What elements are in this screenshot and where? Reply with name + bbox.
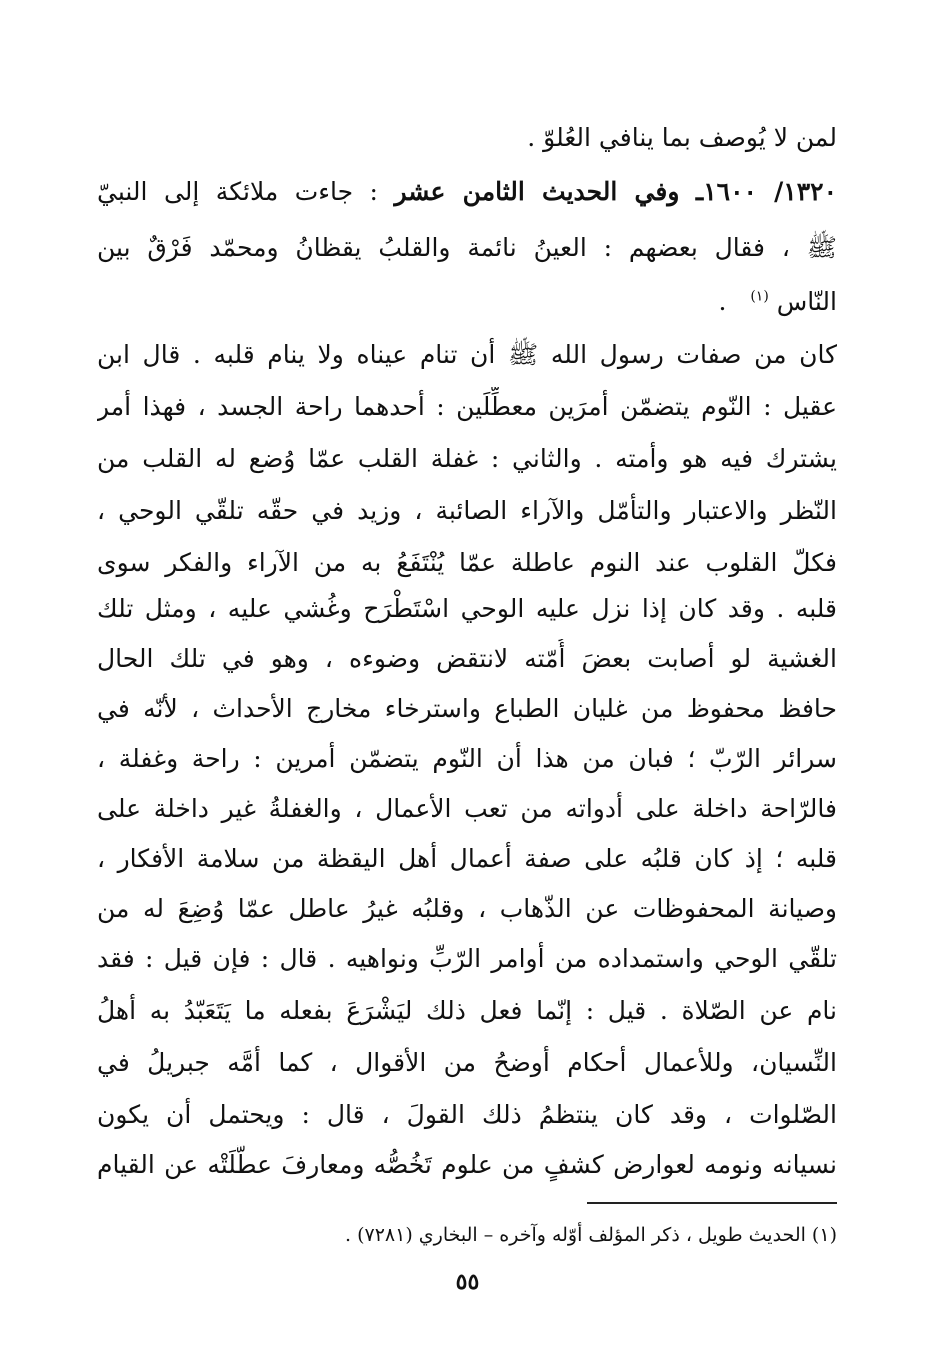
commentary-line: يشترك فيه هو وأمته . والثاني : غفلة القلب عمّا وُضع له القلب من (97, 444, 837, 473)
commentary-line: الصّلوات ، وقد كان ينتظمُ ذلك القولَ ، قال : ويحتمل أن يكون (97, 1100, 837, 1129)
hadith-line-3 (97, 282, 837, 322)
page-number: ٥٥ (455, 1269, 480, 1295)
hadith-line-1 (97, 172, 837, 212)
commentary-line: النِّسيان، وللأعمال أحكام أوضحُ من الأقوال ، كما أمَّه جبريلُ في (97, 1048, 837, 1077)
commentary-line: سرائر الرّبّ ؛ فبان من هذا أن النّوم يتضمّن أمرين : راحة وغفلة ، (97, 744, 837, 773)
hadith-number: ١٣٢٠/ ١٦٠٠ـ (695, 177, 837, 206)
commentary-line: فكلّ القلوب عند النوم عاطلة عمّا يُنْتَفَعُ به من الآراء والفكر سوى (97, 548, 837, 577)
commentary-line: النّظر والاعتبار والتأمّل والآراء الصائبة ، وزيد في حقّه تلقّي الوحي ، (97, 496, 837, 525)
hadith-line-3-text: النّاس (776, 287, 837, 316)
commentary-line: وصيانة المحفوظات عن الذّهاب ، وقلبُه غيرُ عاطل عمّا وُضِعَ له من (97, 894, 837, 923)
footnote-reference: (١) (750, 288, 769, 305)
commentary-line: حافظ محفوظ من غليان الطباع واسترخاء مخارج الأحداث ، لأنّه في (97, 694, 837, 723)
commentary-line: تلقّي الوحي واستمداده من أوامر الرّبِّ ونواهيه . قال : فإن قيل : فقد (97, 944, 837, 973)
hadith-heading: وفي الحديث الثامن عشر (394, 177, 680, 206)
commentary-line: قلبه ؛ إذ كان قلبُه على صفة أعمال أهل اليقظة من سلامة الأفكار ، (97, 844, 837, 873)
commentary-line: عقيل : النّوم يتضمّن أمرَين معطِّلَين : أحدهما راحة الجسد ، فهذا أمر (97, 392, 837, 421)
footnote-divider (587, 1202, 837, 1204)
commentary-line: كان من صفات رسول الله ﷺ أن تنام عيناه ولا ينام قلبه . قال ابن (97, 340, 837, 369)
commentary-line: نسيانه ونومه لعوارض كشفٍ من علوم تَخُصُّه ومعارفَ عطَّلَتْه عن القيام (97, 1150, 837, 1179)
commentary-line: فالرّاحة داخلة على أدواته من تعب الأعمال ، والغفلةُ غير داخلة على (97, 794, 837, 823)
commentary-line: نام عن الصّلاة . قيل : إنّما فعل ذلك ليَشْرَعَ بفعله ما يَتَعَبّدُ به أهلُ (97, 996, 837, 1025)
hadith-line-1-rest: : جاءت ملائكة إلى النبيّ (97, 177, 378, 206)
footnote: (١) الحديث طويل ، ذكر المؤلف أوّله وآخره – البخاري (٧٢٨١) . (345, 1224, 837, 1246)
commentary-line: قلبه . وقد كان إذا نزل عليه الوحي اسْتَطْرَح وغُشي عليه ، ومثل تلك (97, 594, 837, 623)
hadith-line-3-end: . (718, 287, 727, 316)
hadith-line-2: ﷺ ، فقال بعضهم : العينُ نائمة والقلبُ يقظانُ ومحمّد فَرْقٌ بين (97, 233, 837, 262)
intro-line: لمن لا يُوصف بما ينافي العُلوّ . (527, 123, 837, 152)
commentary-line: الغشية لو أصابت بعضَ أُمّته لانتقض وضوءه ، وهو في تلك الحال (97, 644, 837, 673)
